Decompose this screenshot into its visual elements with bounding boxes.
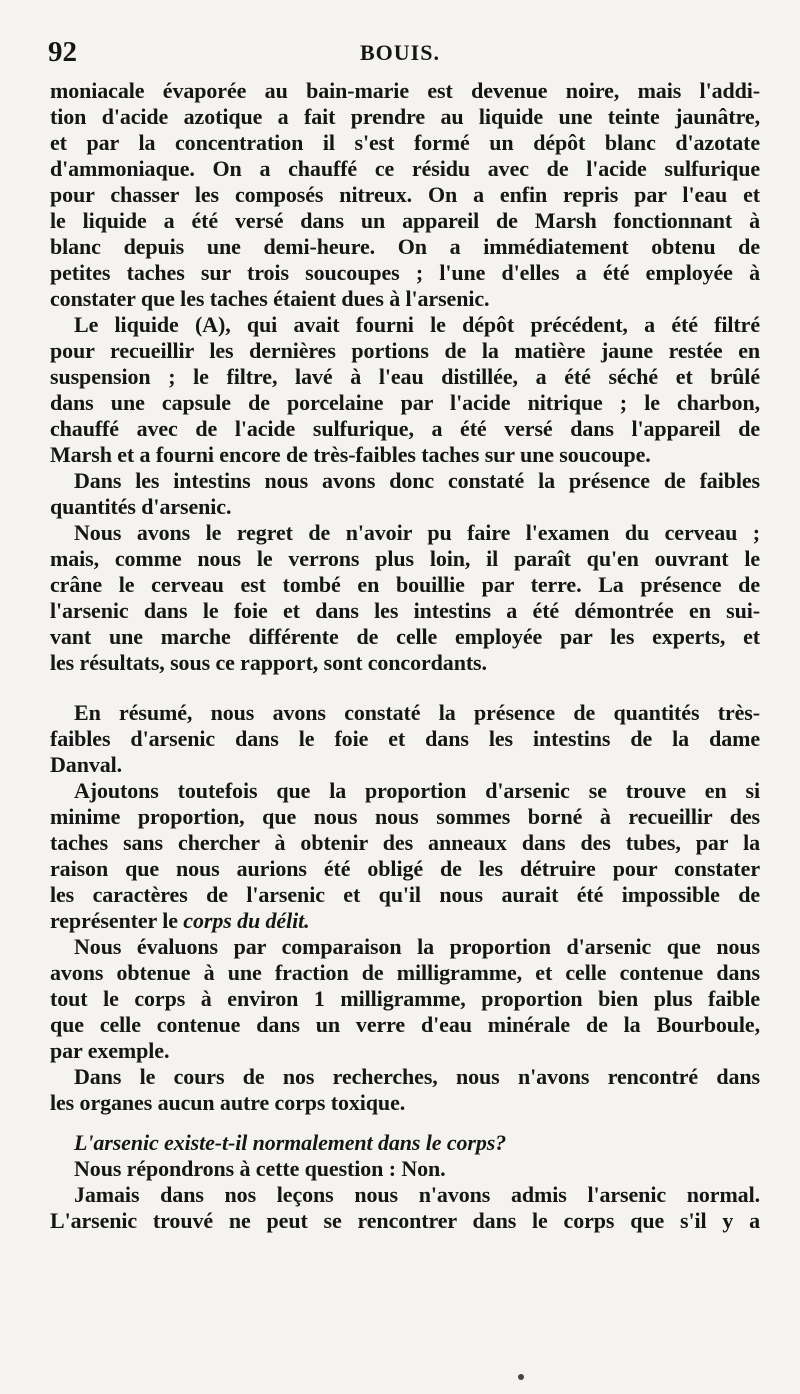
text-line: crâne le cerveau est tombé en bouillie par terre. La présence de [50,572,760,597]
text-line: d'ammoniaque. On a chauffé ce résidu avec de l'acide sulfurique [50,156,760,181]
text-line: moniacale évaporée au bain-marie est devenue noire, mais l'addi- [50,78,760,103]
text-line: quantités d'arsenic. [50,494,232,519]
text-line: Le liquide (A), qui avait fourni le dépôt précédent, a été filtré [74,312,760,337]
text-line: suspension ; le filtre, lavé à l'eau distillée, a été séché et brûlé [50,364,760,389]
text-line: mais, comme nous le verrons plus loin, il paraît qu'en ouvrant le [50,546,760,571]
text-line: tion d'acide azotique a fait prendre au liquide une teinte jaunâtre, [50,104,760,129]
text-line: vant une marche différente de celle employée par les experts, et [50,624,760,649]
text-line: Jamais dans nos leçons nous n'avons admis l'arsenic normal. [74,1182,760,1207]
text-line: minime proportion, que nous nous sommes borné à recueillir des [50,804,760,829]
text-line: Marsh et a fourni encore de très-faibles taches sur une soucoupe. [50,442,651,467]
text-line: pour chasser les composés nitreux. On a enfin repris par l'eau et [50,182,760,207]
text-segment: représenter le [50,908,184,933]
paragraph-gap [50,1116,760,1130]
paragraph-gap [50,676,760,700]
text-line: Nous évaluons par comparaison la proportion d'arsenic que nous [74,934,760,959]
text-line: faibles d'arsenic dans le foie et dans les intestins de la dame [50,726,760,751]
text-line: raison que nous aurions été obligé de les détruire pour constater [50,856,760,881]
text-line: le liquide a été versé dans un appareil de Marsh fonctionnant à [50,208,760,233]
text-line: En résumé, nous avons constaté la présence de quantités très- [74,700,760,725]
text-line: blanc depuis une demi-heure. On a immédiatement obtenu de [50,234,760,259]
text-line: constater que les taches étaient dues à l'arsenic. [50,286,490,311]
text-line: Dans le cours de nos recherches, nous n'avons rencontré dans [74,1064,760,1089]
text-line: avons obtenue à une fraction de milligramme, et celle contenue dans [50,960,760,985]
text-line: et par la concentration il s'est formé un dépôt blanc d'azotate [50,130,760,155]
page-number: 92 [48,36,77,68]
text-line: Dans les intestins nous avons donc constaté la présence de faibles [74,468,760,493]
text-line: dans une capsule de porcelaine par l'acide nitrique ; le charbon, [50,390,760,415]
ink-dot [518,1374,524,1380]
text-line: que celle contenue dans un verre d'eau minérale de la Bourboule, [50,1012,760,1037]
text-line: Danval. [50,752,123,777]
text-line: taches sans chercher à obtenir des anneaux dans des tubes, par la [50,830,760,855]
text-line: tout le corps à environ 1 milligramme, proportion bien plus faible [50,986,760,1011]
text-line: chauffé avec de l'acide sulfurique, a été versé dans l'appareil de [50,416,760,441]
body-text [50,78,760,1234]
text-line: les résultats, sous ce rapport, sont concordants. [50,650,487,675]
text-line: par exemple. [50,1038,170,1063]
text-line: Nous répondrons à cette question : Non. [74,1156,446,1181]
text-line: l'arsenic dans le foie et dans les intestins a été démontrée en sui- [50,598,760,623]
italic-heading: L'arsenic existe-t-il normalement dans le corps? [74,1130,507,1155]
text-line: Ajoutons toutefois que la proportion d'arsenic se trouve en si [74,778,760,803]
text-line: Nous avons le regret de n'avoir pu faire l'examen du cerveau ; [74,520,760,545]
text-line [50,1130,760,1156]
italic-phrase: corps du délit. [183,908,310,933]
text-line: les caractères de l'arsenic et qu'il nous aurait été impossible de [50,882,760,907]
running-title: BOUIS. [360,40,440,65]
text-line: les organes aucun autre corps toxique. [50,1090,406,1115]
running-head [48,30,752,66]
text-line: pour recueillir les dernières portions de la matière jaune restée en [50,338,760,363]
text-line: petites taches sur trois soucoupes ; l'une d'elles a été employée à [50,260,760,285]
text-line [50,908,760,934]
text-line: L'arsenic trouvé ne peut se rencontrer dans le corps que s'il y a [50,1208,760,1233]
